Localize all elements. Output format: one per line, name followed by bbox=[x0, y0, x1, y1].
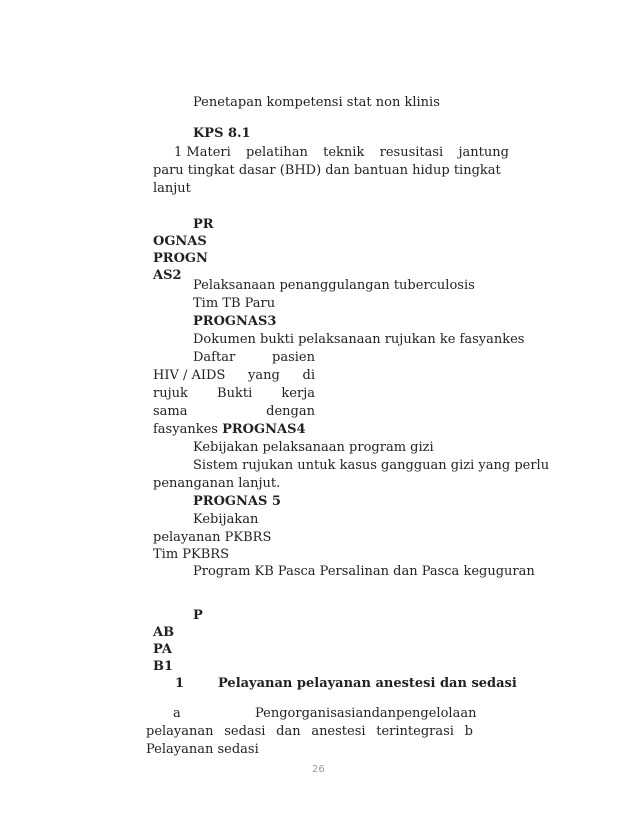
word: b bbox=[464, 724, 473, 739]
word: dan bbox=[371, 706, 397, 721]
prognas3-block-line-4 bbox=[153, 404, 315, 420]
prognas4-heading: PROGNAS4 bbox=[222, 422, 306, 437]
pab-sub-line-2 bbox=[146, 724, 473, 740]
word: yang bbox=[248, 368, 280, 383]
pab-number: 1 bbox=[175, 676, 185, 691]
prognas4-item-2-line-1: Sistem rujukan untuk kasus gangguan gizi yang perlu bbox=[193, 458, 550, 473]
intro-text: Penetapan kompetensi stat non klinis bbox=[193, 95, 440, 110]
prognas2-item-1: Pelaksanaan penanggulangan tuberculosis bbox=[193, 278, 475, 293]
prognas2-heading-line-4: AS2 bbox=[153, 268, 182, 283]
word: terintegrasi bbox=[376, 724, 454, 739]
kps-line-2: paru tingkat dasar (BHD) dan bantuan hidup tingkat bbox=[153, 163, 501, 178]
word: teknik bbox=[323, 145, 365, 160]
prognas5-line-4: Program KB Pasca Persalinan dan Pasca keguguran bbox=[193, 564, 535, 579]
pab-sub-line-1 bbox=[255, 706, 477, 722]
page-number: 26 bbox=[312, 764, 325, 775]
pab-title: Pelayanan pelayanan anestesi dan sedasi bbox=[218, 676, 517, 691]
prognas3-heading: PROGNAS3 bbox=[193, 314, 277, 329]
pab-heading-line-2: AB bbox=[153, 625, 175, 640]
prognas5-heading: PROGNAS 5 bbox=[193, 494, 281, 509]
prognas4-item-1: Kebijakan pelaksanaan program gizi bbox=[193, 440, 434, 455]
prognas4-item-2-line-2: penanganan lanjut. bbox=[153, 476, 281, 491]
word: 1 Materi bbox=[174, 145, 231, 160]
prognas3-block-line-1 bbox=[193, 350, 315, 366]
prognas2-item-2: Tim TB Paru bbox=[193, 296, 276, 311]
prognas3-last-line bbox=[153, 422, 306, 438]
pab-heading-line-3: PA bbox=[153, 642, 172, 657]
word: resusitasi bbox=[379, 145, 444, 160]
word: Pengorganisasian bbox=[255, 706, 372, 721]
word: pengelolaan bbox=[396, 706, 477, 721]
word: HIV / AIDS bbox=[153, 368, 226, 383]
prognas2-heading-line-2: OGNAS bbox=[153, 234, 207, 249]
prognas5-line-2: pelayanan PKBRS bbox=[153, 530, 272, 545]
pab-heading-line-1: P bbox=[193, 608, 203, 623]
word: sama bbox=[153, 404, 188, 419]
word: di bbox=[302, 368, 315, 383]
pab-heading-line-4: B1 bbox=[153, 659, 174, 674]
word: pelayanan bbox=[146, 724, 214, 739]
prognas3-item-1: Dokumen bukti pelaksanaan rujukan ke fasyankes bbox=[193, 332, 525, 347]
prognas3-block-line-3 bbox=[153, 386, 315, 402]
prognas3-block-line-2 bbox=[153, 368, 315, 384]
word: fasyankes bbox=[153, 422, 218, 437]
word: pasien bbox=[272, 350, 315, 365]
word: Daftar bbox=[193, 350, 236, 365]
word: anestesi bbox=[311, 724, 366, 739]
word: rujuk bbox=[153, 386, 188, 401]
word: Bukti bbox=[217, 386, 253, 401]
word: pelatihan bbox=[246, 145, 308, 160]
word: sedasi bbox=[224, 724, 266, 739]
word: dan bbox=[276, 724, 301, 739]
prognas2-heading-line-1: PR bbox=[193, 217, 214, 232]
prognas2-heading-line-3: PROGN bbox=[153, 251, 208, 266]
word: jantung bbox=[458, 145, 509, 160]
prognas5-line-1: Kebijakan bbox=[193, 512, 259, 527]
kps-heading: KPS 8.1 bbox=[193, 126, 251, 141]
pab-sub-letter: a bbox=[173, 706, 181, 721]
word: dengan bbox=[266, 404, 315, 419]
pab-sub-line-3: Pelayanan sedasi bbox=[146, 742, 259, 757]
prognas5-line-3: Tim PKBRS bbox=[153, 547, 229, 562]
kps-line-1 bbox=[174, 145, 509, 161]
kps-line-3: lanjut bbox=[153, 181, 191, 196]
word: kerja bbox=[281, 386, 315, 401]
